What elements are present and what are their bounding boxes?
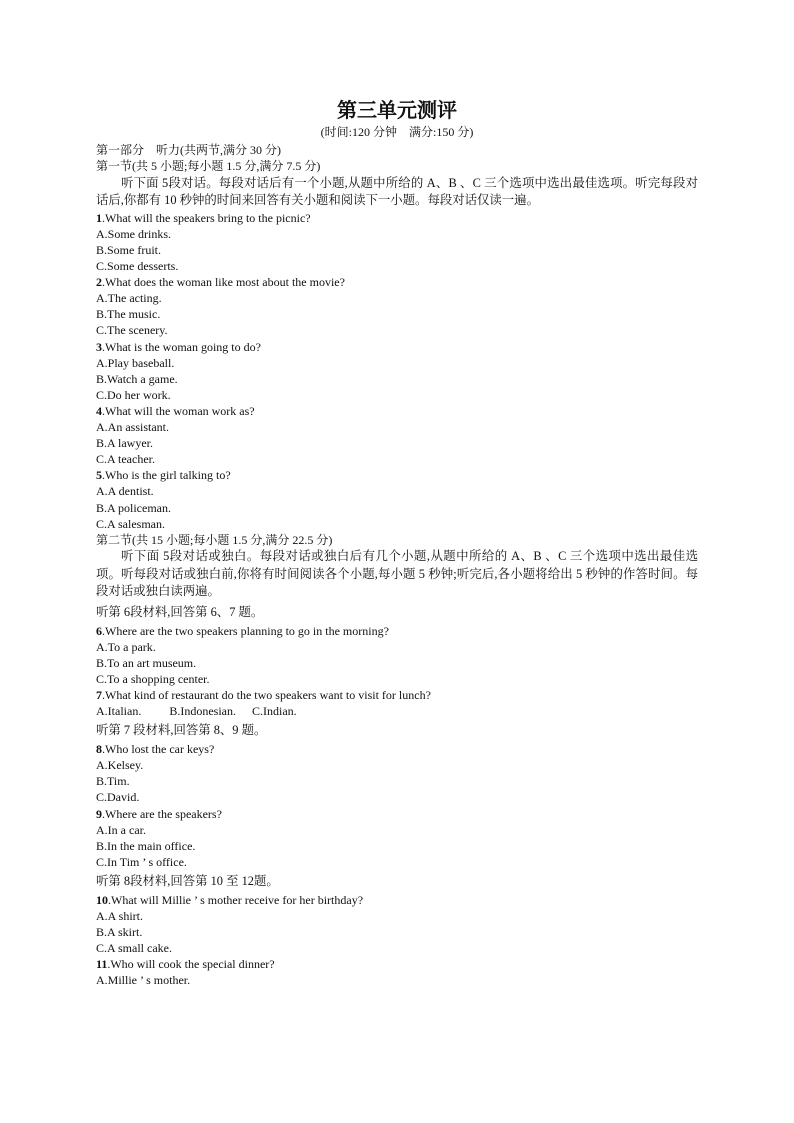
option-c: C.David. bbox=[96, 790, 140, 805]
option-c: C.The scenery. bbox=[96, 323, 168, 338]
question-number: 7 bbox=[96, 687, 102, 702]
question-4 bbox=[96, 403, 698, 467]
question-number: 3 bbox=[96, 339, 102, 354]
option-a: A.To a park. bbox=[96, 639, 156, 654]
question-6 bbox=[96, 623, 698, 687]
question-text: .What is the woman going to do? bbox=[102, 339, 261, 354]
option-b: B.Some fruit. bbox=[96, 243, 161, 257]
question-text: .Who will cook the special dinner? bbox=[107, 957, 275, 972]
question-text: .What will the woman work as? bbox=[102, 403, 255, 418]
option-c: C.A teacher. bbox=[96, 452, 155, 467]
option-b: B.To an art museum. bbox=[96, 655, 197, 670]
material-7-intro: 听第 7 段材料,回答第 8、9 题。 bbox=[96, 723, 267, 738]
question-number: 1 bbox=[96, 210, 102, 225]
options-row bbox=[96, 703, 698, 719]
option-c: C.In Tim ’ s office. bbox=[96, 854, 187, 869]
option-b: B.The music. bbox=[96, 307, 161, 322]
question-text: .Where are the two speakers planning to go in the morning? bbox=[102, 623, 389, 638]
section2-instructions: 听下面 5段对话或独白。每段对话或独白后有几个小题,从题中所给的 A、B 、C 三个选项中选出最佳选项。听每段对话或独白前,你将有时间阅读各个小题,每小题 5 秒钟;听完后,各小题将给出 5 秒钟的作答时间。每段对话或独白读两遍。 bbox=[96, 549, 698, 599]
material-6-intro: 听第 6段材料,回答第 6、7 题。 bbox=[96, 604, 264, 619]
question-number: 9 bbox=[96, 806, 102, 821]
question-11 bbox=[96, 956, 698, 988]
option-a: A.A dentist. bbox=[96, 484, 154, 499]
option-b: B.A lawyer. bbox=[96, 436, 153, 451]
question-7 bbox=[96, 687, 698, 719]
option-b: B.Watch a game. bbox=[96, 371, 178, 386]
option-b: B.A policeman. bbox=[96, 500, 171, 515]
option-a: A.Kelsey. bbox=[96, 758, 144, 773]
question-3 bbox=[96, 339, 698, 403]
section1-instructions: 听下面 5段对话。每段对话后有一个小题,从题中所给的 A、B 、C 三个选项中选出最佳选项。听完每段对话后,你都有 10 秒钟的时间来回答有关小题和阅读下一小题。每段对话仅读一遍。 bbox=[96, 175, 698, 208]
question-5 bbox=[96, 467, 698, 531]
question-9 bbox=[96, 806, 698, 870]
question-8 bbox=[96, 741, 698, 805]
option-a: A.An assistant. bbox=[96, 420, 169, 435]
question-text: .Who lost the car keys? bbox=[102, 742, 215, 757]
option-c: C.A salesman. bbox=[96, 516, 165, 531]
question-number: 11 bbox=[96, 957, 108, 972]
question-10 bbox=[96, 892, 698, 956]
option-c: C.To a shopping center. bbox=[96, 671, 210, 686]
section2-heading: 第二节(共 15 小题;每小题 1.5 分,满分 22.5 分) bbox=[96, 532, 333, 547]
option-c: C.A small cake. bbox=[96, 941, 172, 956]
option-a: A.Italian. bbox=[96, 704, 142, 719]
option-b: B.A skirt. bbox=[96, 925, 143, 940]
question-2 bbox=[96, 274, 698, 338]
question-text: .What kind of restaurant do the two speakers want to visit for lunch? bbox=[102, 687, 431, 702]
option-b: B.Tim. bbox=[96, 774, 130, 789]
page-title: 第三单元测评 bbox=[337, 100, 457, 122]
question-number: 4 bbox=[96, 403, 102, 418]
option-b: B.Indonesian. bbox=[169, 704, 236, 719]
question-text: .What will Millie ’ s mother receive for her birthday? bbox=[108, 892, 364, 907]
question-1 bbox=[96, 210, 698, 274]
option-a: A.A shirt. bbox=[96, 909, 144, 923]
option-c: C.Some desserts. bbox=[96, 259, 179, 274]
option-b: B.In the main office. bbox=[96, 838, 196, 853]
section1-heading: 第一节(共 5 小题;每小题 1.5 分,满分 7.5 分) bbox=[96, 159, 321, 174]
question-text: .What does the woman like most about the movie? bbox=[102, 275, 345, 290]
time-score-info: (时间:120 分钟 满分:150 分) bbox=[320, 125, 474, 139]
question-number: 8 bbox=[96, 742, 102, 757]
option-a: A.Millie ’ s mother. bbox=[96, 973, 191, 988]
option-c: C.Indian. bbox=[251, 704, 297, 719]
question-text: .What will the speakers bring to the picnic? bbox=[102, 210, 311, 225]
option-a: A.Some drinks. bbox=[96, 226, 171, 241]
option-a: A.Play baseball. bbox=[96, 355, 175, 370]
question-number: 2 bbox=[96, 275, 102, 290]
question-text: .Where are the speakers? bbox=[102, 806, 222, 821]
material-8-intro: 听第 8段材料,回答第 10 至 12题。 bbox=[96, 873, 279, 888]
part1-heading: 第一部分 听力(共两节,满分 30 分) bbox=[96, 143, 281, 157]
question-number: 5 bbox=[96, 468, 102, 483]
question-number: 10 bbox=[96, 892, 108, 907]
question-text: .Who is the girl talking to? bbox=[102, 468, 231, 483]
question-number: 6 bbox=[96, 623, 102, 638]
option-a: A.The acting. bbox=[96, 291, 162, 306]
option-a: A.In a car. bbox=[96, 822, 146, 837]
option-c: C.Do her work. bbox=[96, 387, 171, 402]
